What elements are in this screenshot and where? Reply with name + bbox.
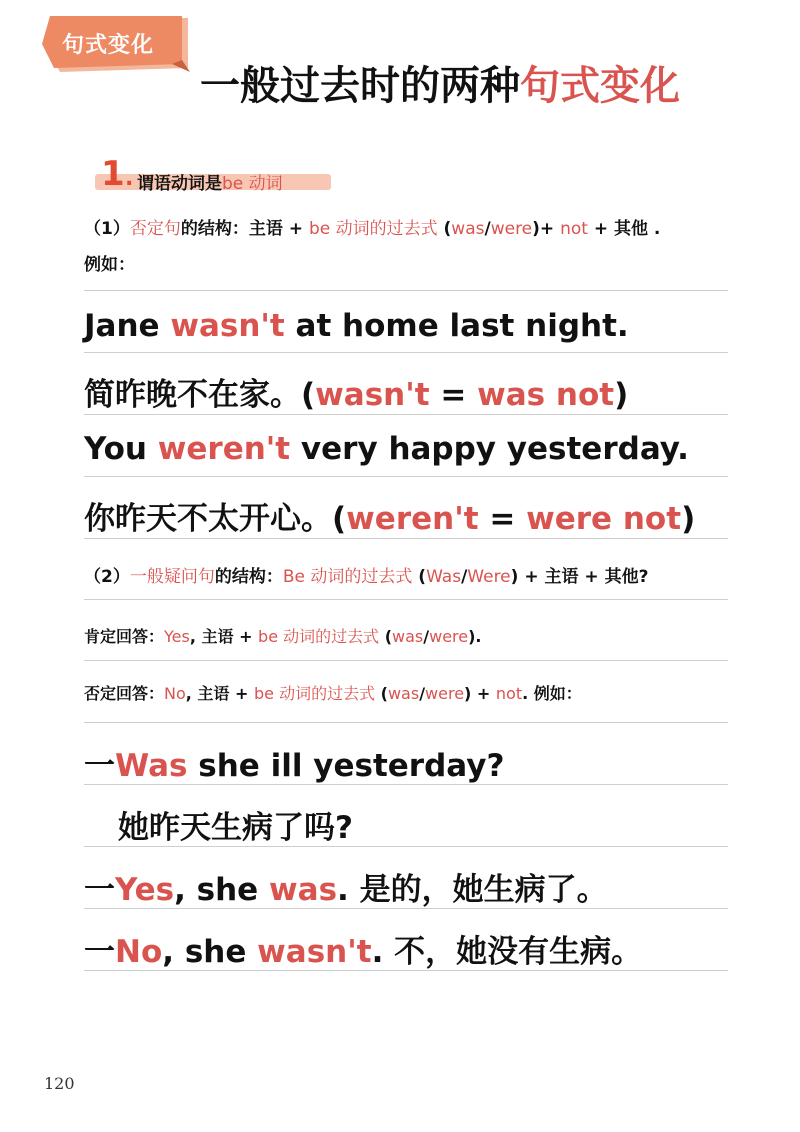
t: weren't	[346, 501, 479, 537]
ruled-line	[84, 290, 728, 291]
ruled-line	[84, 970, 728, 971]
t: were not	[526, 501, 682, 537]
t: Was	[115, 748, 188, 784]
t: =	[478, 501, 527, 537]
t: ) +	[464, 684, 496, 703]
t: she ill yesterday?	[187, 748, 505, 784]
t: . 例如：	[522, 684, 582, 703]
t: not	[495, 684, 523, 703]
ruled-line	[84, 784, 728, 785]
page-number: 120	[44, 1074, 75, 1093]
section-badge	[42, 14, 190, 76]
t: not	[560, 219, 588, 239]
t: 你昨天不太开心。(	[84, 501, 347, 537]
section-number: 1	[101, 154, 125, 194]
affirmative-answer-line	[84, 624, 482, 647]
t: be 动词的过去式	[308, 219, 438, 239]
t: 的结构：主语 +	[180, 219, 309, 239]
t: ) + 主语 + 其他?	[510, 567, 649, 587]
t: （1）	[84, 219, 130, 239]
t: wasn't	[315, 377, 430, 413]
ruled-line	[84, 722, 728, 723]
section-title-highlight: be 动词	[222, 174, 283, 194]
t: be 动词的过去式	[258, 627, 380, 646]
t: Jane	[84, 308, 171, 344]
t: （2）	[84, 567, 130, 587]
negative-answer-line	[84, 681, 582, 704]
t: Were	[467, 567, 511, 587]
t: You	[84, 431, 158, 467]
t: 她昨天生病了吗?	[118, 810, 353, 846]
title-part-2: 句式变化	[520, 63, 680, 109]
t: (	[437, 219, 452, 239]
example-sentence-3	[84, 431, 689, 467]
t: was	[387, 684, 420, 703]
t: ).	[468, 627, 482, 646]
t: /	[419, 684, 426, 703]
t: wasn't	[257, 934, 372, 970]
example-yes-answer	[84, 864, 608, 909]
t: very happy yesterday.	[290, 431, 689, 467]
t: were	[429, 627, 469, 646]
t: 例如：	[84, 255, 135, 275]
t: =	[429, 377, 478, 413]
example-question	[84, 740, 504, 785]
ruled-line	[84, 908, 728, 909]
t: was not	[477, 377, 615, 413]
example-sentence-2	[84, 369, 628, 414]
t: at home last night.	[284, 308, 629, 344]
t: (	[412, 567, 427, 587]
t: , she	[162, 934, 258, 970]
example-no-answer	[84, 926, 642, 971]
t: was	[269, 872, 338, 908]
t: were	[490, 219, 533, 239]
t: )+	[532, 219, 561, 239]
t: 的结构：	[214, 567, 283, 587]
t: /	[461, 567, 468, 587]
ruled-line	[84, 414, 728, 415]
t: 一般疑问句	[129, 567, 215, 587]
t: 否定回答：	[84, 684, 165, 703]
t: 一	[84, 872, 115, 908]
section-title-text: 谓语动词是	[137, 174, 222, 194]
title-part-1: 一般过去时的两种	[200, 63, 520, 109]
ruled-line	[84, 538, 728, 539]
example-sentence-4	[84, 493, 695, 538]
t: + 其他 .	[587, 219, 661, 239]
t: be 动词的过去式	[253, 684, 376, 703]
example-label	[84, 250, 135, 275]
ruled-line	[84, 476, 728, 477]
t: , 主语 +	[189, 627, 259, 646]
example-question-translation	[118, 802, 353, 847]
t: Yes	[115, 872, 175, 908]
t: No	[164, 684, 186, 703]
t: /	[423, 627, 430, 646]
t: Be 动词的过去式	[282, 567, 413, 587]
t: were	[425, 684, 465, 703]
ruled-line	[84, 660, 728, 661]
section-title	[137, 169, 283, 194]
t: /	[484, 219, 491, 239]
t: Was	[426, 567, 462, 587]
t: 一	[84, 748, 115, 784]
t: . 不，她没有生病。	[371, 934, 643, 970]
t: was	[451, 219, 485, 239]
t: 一	[84, 934, 115, 970]
t: (	[375, 684, 388, 703]
t: , she	[174, 872, 270, 908]
section-dot: .	[125, 166, 134, 191]
t: No	[115, 934, 163, 970]
ruled-line	[84, 352, 728, 353]
t: (	[379, 627, 393, 646]
t: )	[681, 501, 696, 537]
t: )	[614, 377, 629, 413]
question-structure-line	[84, 562, 648, 587]
t: 简昨晚不在家。(	[84, 377, 316, 413]
negative-structure-line	[84, 214, 660, 239]
t: 否定句	[129, 219, 181, 239]
t: weren't	[157, 431, 291, 467]
ruled-line	[84, 599, 728, 600]
t: , 主语 +	[185, 684, 254, 703]
t: wasn't	[170, 308, 285, 344]
example-sentence-1	[84, 308, 629, 344]
t: Yes	[164, 627, 190, 646]
badge-label: 句式变化	[62, 33, 155, 58]
ruled-line	[84, 846, 728, 847]
page-title	[200, 54, 680, 111]
t: 肯定回答：	[84, 627, 165, 646]
t: was	[392, 627, 424, 646]
t: . 是的，她生病了。	[337, 872, 608, 908]
